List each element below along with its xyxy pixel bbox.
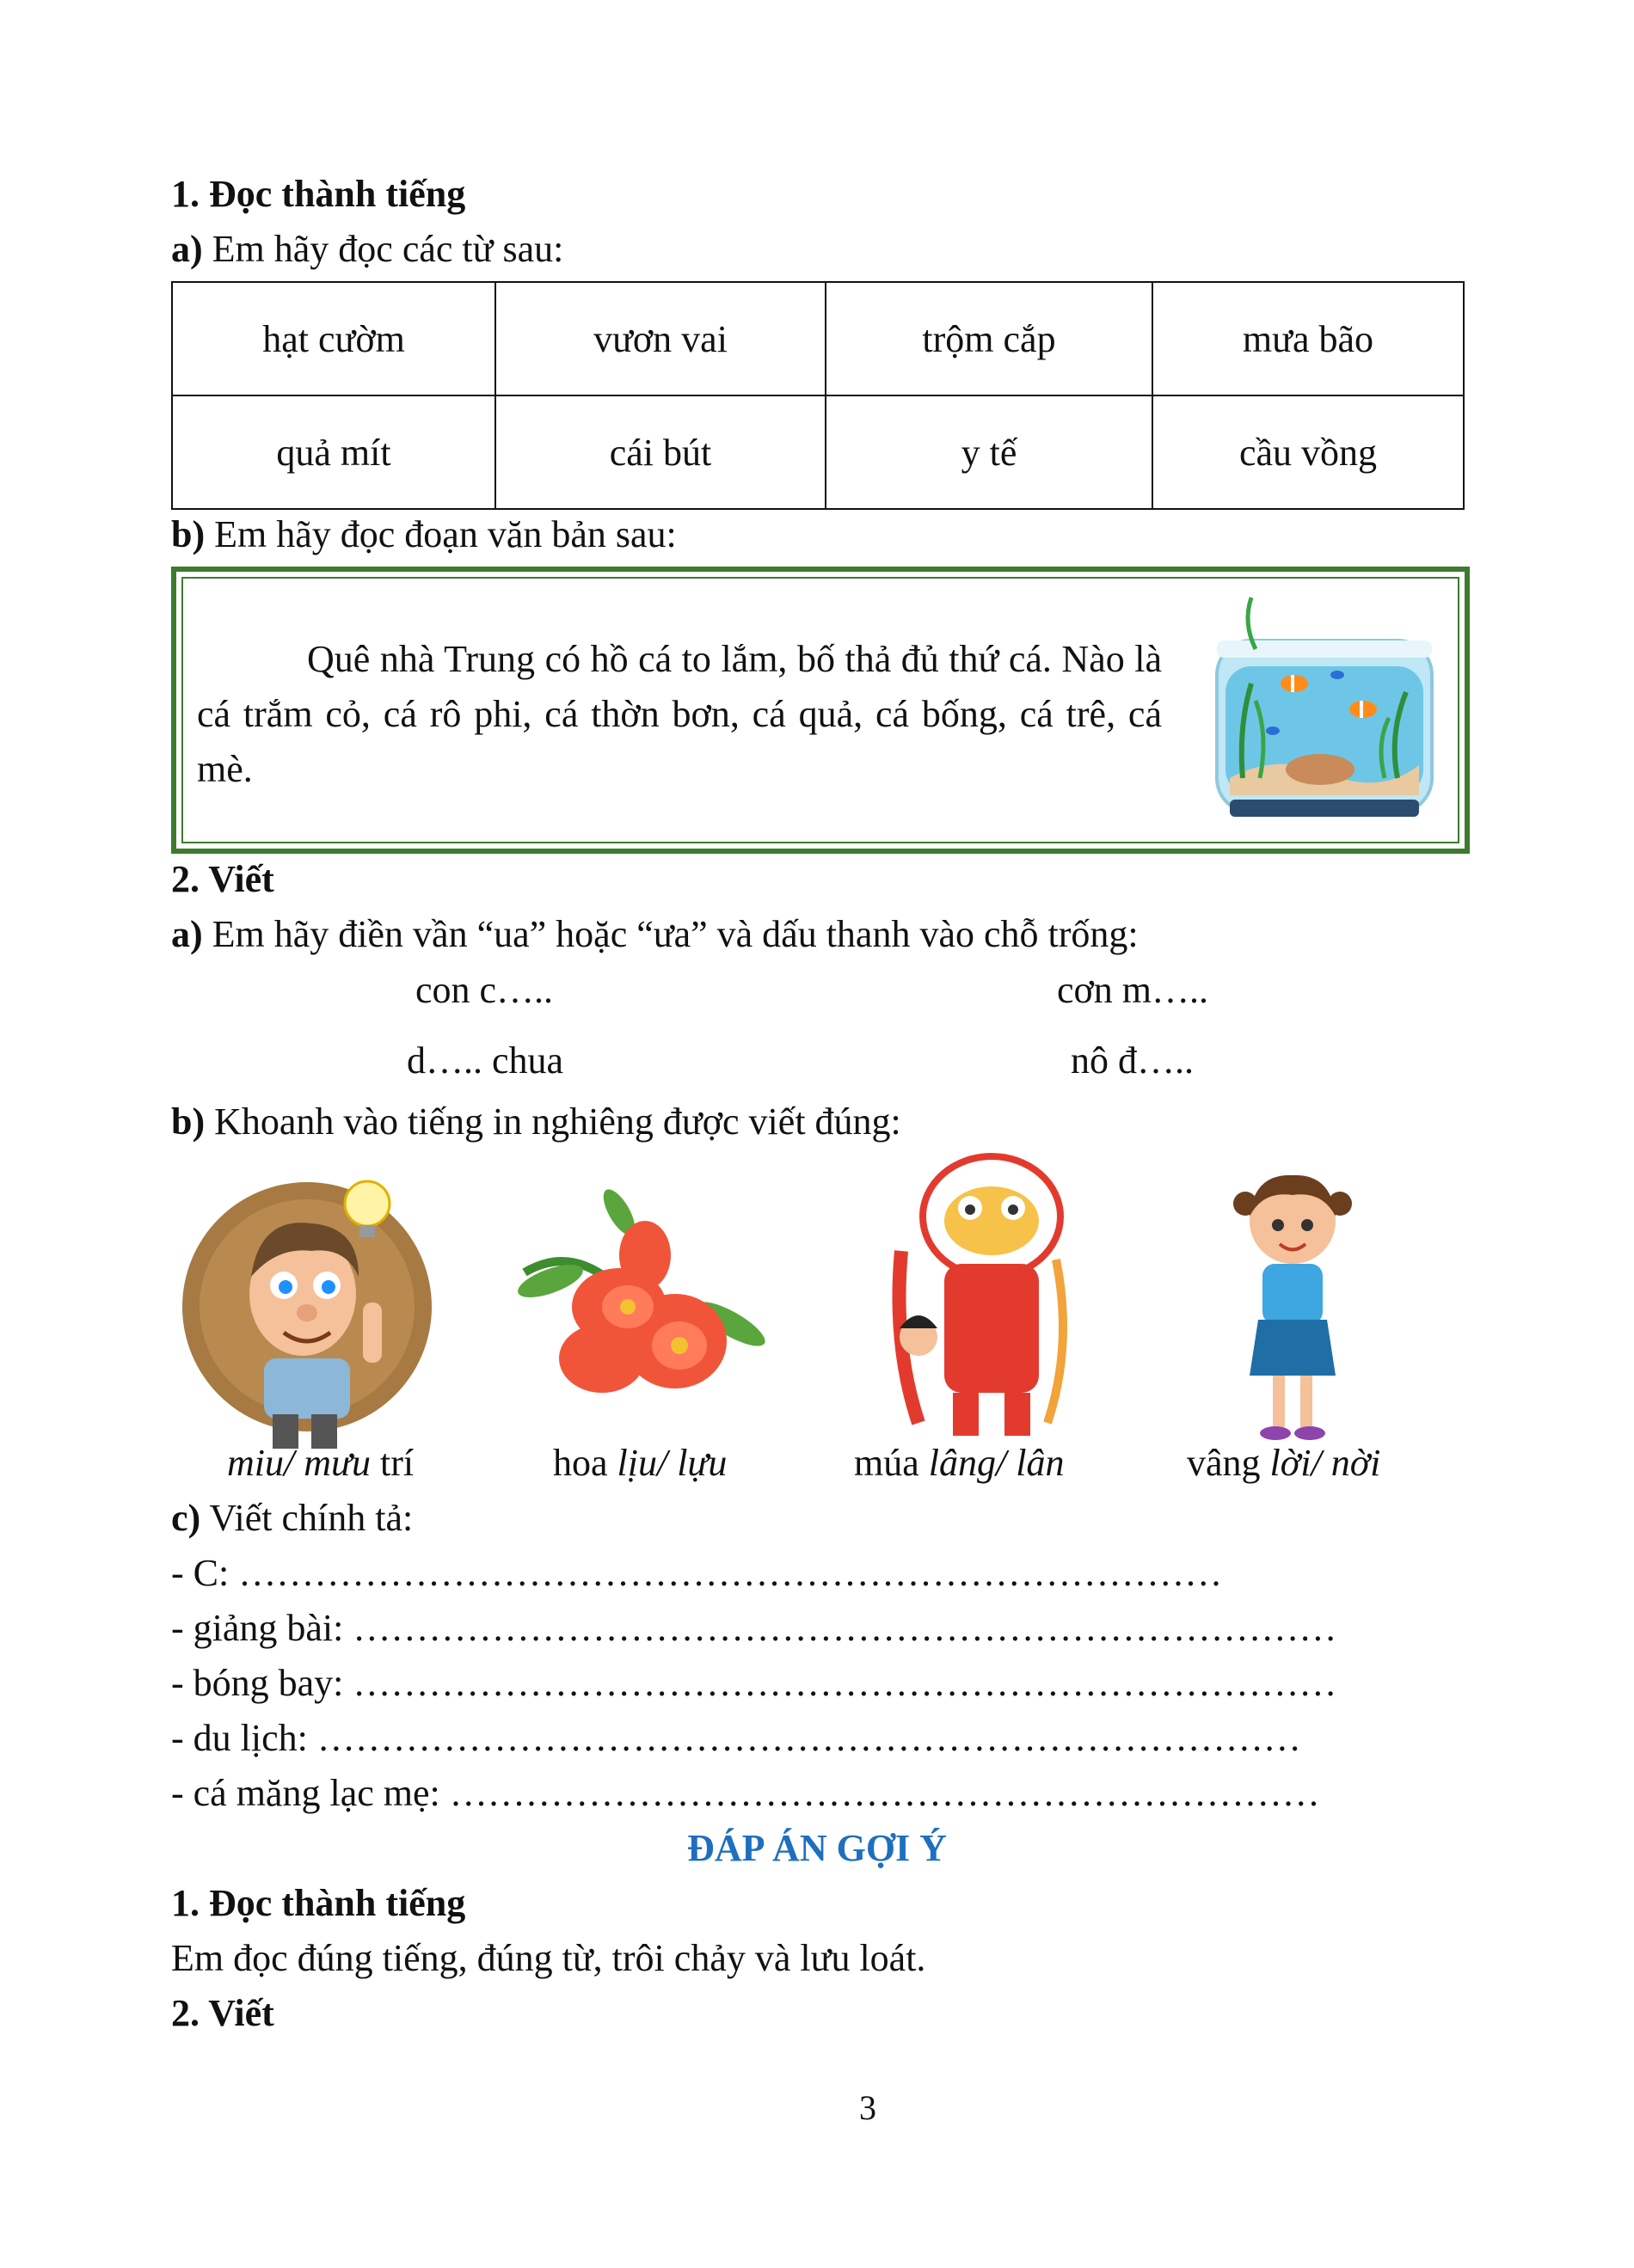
instruction-text: Em hãy đọc đoạn văn bản sau:	[214, 513, 677, 555]
choice-italic: miu/ mưu	[227, 1442, 371, 1484]
choice-caption	[553, 1437, 727, 1489]
label-a: a)	[171, 913, 203, 955]
table-row	[172, 395, 1464, 509]
blank-item: d….. chua	[407, 1039, 564, 1082]
label-b: b)	[171, 1100, 206, 1143]
table-cell: y tế	[826, 395, 1152, 509]
label-c: c)	[171, 1497, 201, 1539]
choice-plain: hoa	[553, 1442, 617, 1484]
pomegranate-flower-icon	[516, 1178, 774, 1436]
choice-plain: vâng	[1187, 1442, 1270, 1484]
instruction-text: Em hãy đọc các từ sau:	[212, 228, 564, 270]
fish-tank-icon	[1191, 589, 1449, 830]
dictation-line: - bóng bay: ……………………………………………………………………	[171, 1662, 1337, 1704]
dictation-line: - giảng bài: ……………………………………………………………………	[171, 1607, 1337, 1649]
label-a: a)	[171, 228, 203, 270]
table-row	[172, 282, 1464, 395]
choice-plain: múa	[854, 1442, 929, 1484]
choice-italic: lời/ nời	[1269, 1442, 1381, 1484]
choice-caption	[854, 1437, 1064, 1489]
answer-section2-title: 2. Viết	[171, 1992, 274, 2034]
dictation-line: - C: ……………………………………………………………………	[171, 1552, 1223, 1594]
answer-section1-text: Em đọc đúng tiếng, đúng từ, trôi chảy và lưu loát.	[171, 1937, 926, 1979]
thinking-man-icon	[182, 1156, 440, 1453]
choice-plain: trí	[371, 1442, 415, 1484]
choice-italic: lịu/ lựu	[617, 1442, 728, 1484]
blank-item: con c…..	[415, 969, 554, 1011]
section2-b-instruction	[171, 1096, 901, 1148]
answer-key-title: ĐÁP ÁN GỢI Ý	[687, 1827, 947, 1869]
section2-title: 2. Viết	[171, 858, 274, 900]
table-cell: cái bút	[495, 395, 826, 509]
instruction-text: Viết chính tả:	[209, 1497, 414, 1539]
section1-a-instruction	[171, 224, 563, 275]
reading-passage-box	[171, 567, 1470, 854]
instruction-text: Em hãy điền vần “ua” hoặc “ưa” và dấu thanh vào chỗ trống:	[212, 913, 1139, 955]
answer-section1-title: 1. Đọc thành tiếng	[171, 1882, 466, 1924]
blank-item: cơn m…..	[1057, 969, 1209, 1011]
choice-italic: lâng/ lân	[928, 1442, 1065, 1484]
girl-icon	[1228, 1156, 1357, 1449]
dictation-line: - cá măng lạc mẹ: ……………………………………………………………	[171, 1772, 1320, 1814]
blank-item: nô đ…..	[1071, 1039, 1194, 1082]
choice-caption	[227, 1437, 414, 1489]
section2-a-instruction	[171, 909, 1139, 960]
section1-title: 1. Đọc thành tiếng	[171, 173, 466, 215]
reading-passage: Quê nhà Trung có hồ cá to lắm, bố thả đủ thứ cá. Nào là cá trắm cỏ, cá rô phi, cá thờn bơn, cá quả, cá bống, cá trê, cá mè.	[197, 638, 1162, 790]
table-cell: hạt cườm	[172, 282, 495, 395]
table-cell: trộm cắp	[826, 282, 1152, 395]
choice-caption	[1187, 1437, 1380, 1489]
word-table	[171, 281, 1465, 510]
section1-b-instruction	[171, 509, 677, 561]
table-cell: mưa bão	[1152, 282, 1464, 395]
table-cell: vươn vai	[495, 282, 826, 395]
page-number: 3	[859, 2088, 876, 2127]
section2-c-instruction	[171, 1493, 413, 1544]
table-cell: quả mít	[172, 395, 495, 509]
lion-dance-icon	[884, 1148, 1082, 1444]
dictation-line: - du lịch: ……………………………………………………………………	[171, 1717, 1301, 1759]
instruction-text: Khoanh vào tiếng in nghiêng được viết đúng:	[214, 1100, 901, 1143]
label-b: b)	[171, 513, 206, 555]
table-cell: cầu vồng	[1152, 395, 1464, 509]
